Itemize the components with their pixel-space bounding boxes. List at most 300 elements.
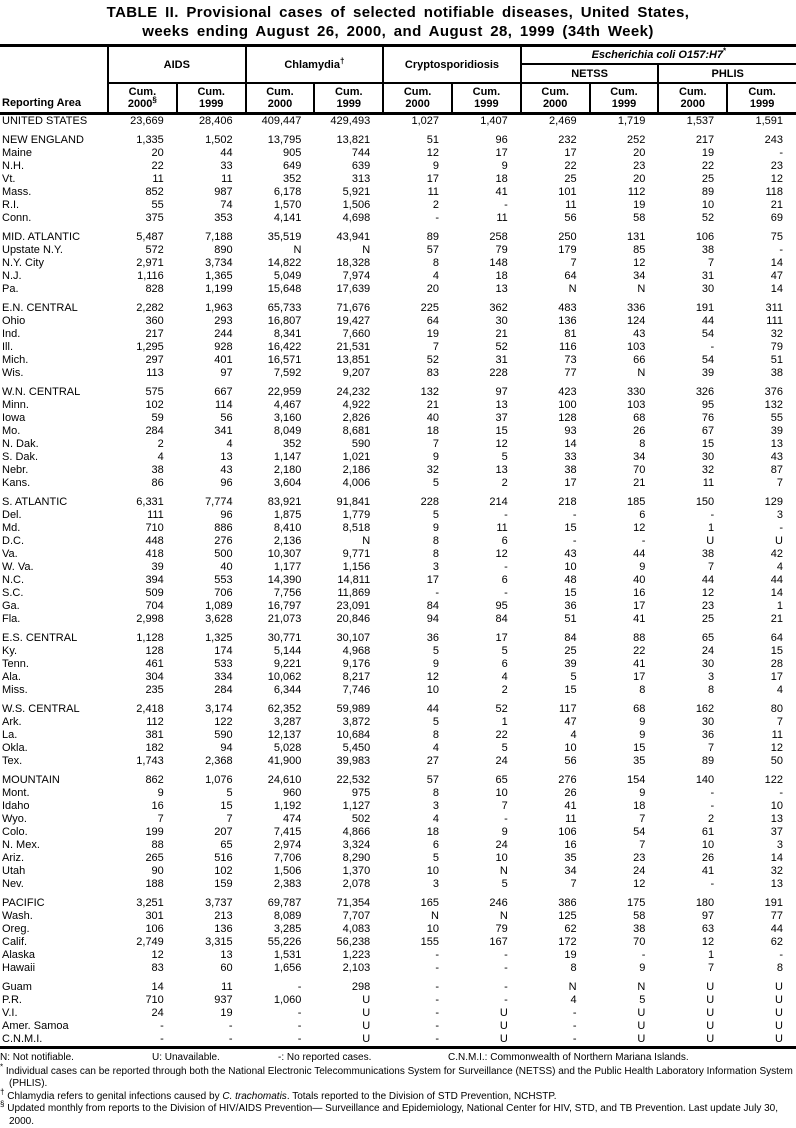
value-cell: 43 <box>177 464 246 477</box>
value-cell: 52 <box>452 341 521 354</box>
value-cell: 93 <box>521 425 590 438</box>
value-cell: 11 <box>177 173 246 186</box>
value-cell: 180 <box>658 891 727 910</box>
reporting-area-cell: Amer. Samoa <box>0 1020 108 1033</box>
value-cell: 502 <box>314 813 383 826</box>
value-cell: 65,733 <box>246 296 315 315</box>
value-cell: 60 <box>177 962 246 975</box>
value-cell: 125 <box>521 910 590 923</box>
value-cell: 7 <box>177 813 246 826</box>
value-cell: 80 <box>727 697 796 716</box>
value-cell: 243 <box>727 128 796 147</box>
value-cell: 2,749 <box>108 936 177 949</box>
value-cell: 102 <box>177 865 246 878</box>
netss-label: NETSS <box>571 68 608 80</box>
value-cell: 4,698 <box>314 212 383 225</box>
table-row <box>0 962 796 975</box>
reporting-area-cell: Wis. <box>0 367 108 380</box>
value-cell: 35,519 <box>246 225 315 244</box>
value-cell: 19 <box>658 147 727 160</box>
value-cell: 1 <box>452 716 521 729</box>
value-cell: 112 <box>108 716 177 729</box>
value-cell: 28 <box>727 658 796 671</box>
value-cell: 4 <box>177 438 246 451</box>
value-cell: 13 <box>177 451 246 464</box>
value-cell: 12 <box>590 522 659 535</box>
value-cell: 353 <box>177 212 246 225</box>
value-cell: U <box>452 1020 521 1033</box>
value-cell: 56 <box>521 212 590 225</box>
table-row <box>0 658 796 671</box>
value-cell: 6 <box>452 574 521 587</box>
value-cell: 553 <box>177 574 246 587</box>
value-cell: 132 <box>727 399 796 412</box>
value-cell: 298 <box>314 975 383 994</box>
value-cell: 1,147 <box>246 451 315 464</box>
value-cell: 1,027 <box>383 114 452 129</box>
value-cell: 18 <box>383 826 452 839</box>
value-cell: 55 <box>727 412 796 425</box>
reporting-area-cell: Nev. <box>0 878 108 891</box>
value-cell: - <box>521 509 590 522</box>
value-cell: 7 <box>521 878 590 891</box>
value-cell: 13 <box>727 878 796 891</box>
value-cell: 572 <box>108 244 177 257</box>
value-cell: 8 <box>383 257 452 270</box>
value-cell: 25 <box>521 645 590 658</box>
reporting-area-cell: Ariz. <box>0 852 108 865</box>
value-cell: 304 <box>108 671 177 684</box>
reporting-area-cell: Wash. <box>0 910 108 923</box>
value-cell: - <box>727 949 796 962</box>
table-row <box>0 257 796 270</box>
value-cell: 17 <box>590 600 659 613</box>
value-cell: 3 <box>383 878 452 891</box>
aids-group-header <box>108 46 246 84</box>
value-cell: 1 <box>658 522 727 535</box>
value-cell: 9 <box>590 787 659 800</box>
value-cell: 376 <box>727 380 796 399</box>
value-cell: - <box>658 787 727 800</box>
value-cell: 744 <box>314 147 383 160</box>
value-cell: 94 <box>177 742 246 755</box>
value-cell: 1,502 <box>177 128 246 147</box>
value-cell: 252 <box>590 128 659 147</box>
value-cell: 2,078 <box>314 878 383 891</box>
value-cell: 10,307 <box>246 548 315 561</box>
value-cell: 461 <box>108 658 177 671</box>
table-row <box>0 768 796 787</box>
reporting-area-cell: Calif. <box>0 936 108 949</box>
value-cell: 6,344 <box>246 684 315 697</box>
value-cell: U <box>658 535 727 548</box>
value-cell: 13 <box>177 949 246 962</box>
value-cell: 886 <box>177 522 246 535</box>
value-cell: N <box>590 283 659 296</box>
value-cell: 31 <box>452 354 521 367</box>
value-cell: 26 <box>521 787 590 800</box>
table-row <box>0 186 796 199</box>
value-cell: - <box>590 535 659 548</box>
value-cell: 6 <box>383 839 452 852</box>
value-cell: 27 <box>383 755 452 768</box>
value-cell: 132 <box>383 380 452 399</box>
value-cell: 7,707 <box>314 910 383 923</box>
value-cell: 2,368 <box>177 755 246 768</box>
value-cell: 10 <box>658 199 727 212</box>
value-cell: 284 <box>177 684 246 697</box>
table-row <box>0 923 796 936</box>
value-cell: 710 <box>108 522 177 535</box>
value-cell: 13 <box>452 464 521 477</box>
reporting-area-cell: S. ATLANTIC <box>0 490 108 509</box>
value-cell: 17 <box>521 477 590 490</box>
value-cell: 5 <box>452 645 521 658</box>
reporting-area-cell: Guam <box>0 975 108 994</box>
reporting-area-cell: Tenn. <box>0 658 108 671</box>
value-cell: 474 <box>246 813 315 826</box>
value-cell: 19 <box>177 1007 246 1020</box>
value-cell: N <box>314 244 383 257</box>
ecoli-label: Escherichia coli O157:H7 <box>592 49 723 61</box>
value-cell: 284 <box>108 425 177 438</box>
value-cell: 3,737 <box>177 891 246 910</box>
value-cell: 174 <box>177 645 246 658</box>
value-cell: - <box>246 1033 315 1048</box>
value-cell: 73 <box>521 354 590 367</box>
value-cell: 42 <box>727 548 796 561</box>
value-cell: 10,062 <box>246 671 315 684</box>
value-cell: 113 <box>108 367 177 380</box>
value-cell: 228 <box>383 490 452 509</box>
value-cell: 7 <box>590 839 659 852</box>
value-cell: 2 <box>108 438 177 451</box>
table-row <box>0 160 796 173</box>
value-cell: 19,427 <box>314 315 383 328</box>
value-cell: 41,900 <box>246 755 315 768</box>
value-cell: 8,681 <box>314 425 383 438</box>
value-cell: 199 <box>108 826 177 839</box>
value-cell: 68 <box>590 697 659 716</box>
table-row <box>0 509 796 522</box>
value-cell: 5 <box>452 451 521 464</box>
value-cell: 5 <box>383 716 452 729</box>
value-cell: 18,328 <box>314 257 383 270</box>
value-cell: 41 <box>590 658 659 671</box>
value-cell: 24,610 <box>246 768 315 787</box>
value-cell: - <box>727 147 796 160</box>
value-cell: 2 <box>658 813 727 826</box>
value-cell: 12 <box>658 936 727 949</box>
value-cell: 97 <box>452 380 521 399</box>
value-cell: 38 <box>727 367 796 380</box>
value-cell: 7,746 <box>314 684 383 697</box>
value-cell: 23 <box>658 600 727 613</box>
value-cell: 2,971 <box>108 257 177 270</box>
value-cell: - <box>383 975 452 994</box>
value-cell: 66 <box>590 354 659 367</box>
value-cell: 40 <box>177 561 246 574</box>
value-cell: 375 <box>108 212 177 225</box>
table-row <box>0 755 796 768</box>
value-cell: U <box>727 1033 796 1048</box>
value-cell: 386 <box>521 891 590 910</box>
value-cell: 150 <box>658 490 727 509</box>
reporting-area-cell: Ind. <box>0 328 108 341</box>
reporting-area-cell: Va. <box>0 548 108 561</box>
value-cell: 185 <box>590 490 659 509</box>
value-cell: 5 <box>452 742 521 755</box>
table-row <box>0 949 796 962</box>
value-cell: 7 <box>521 257 590 270</box>
ecoli-group-header <box>521 46 796 65</box>
table-row <box>0 600 796 613</box>
table-row <box>0 425 796 438</box>
value-cell: 4 <box>383 270 452 283</box>
table-row <box>0 451 796 464</box>
reporting-area-cell: MOUNTAIN <box>0 768 108 787</box>
title-line-1: TABLE II. Provisional cases of selected notifiable diseases, United States, <box>0 3 796 22</box>
value-cell: N <box>246 244 315 257</box>
value-cell: 710 <box>108 994 177 1007</box>
value-cell: 1,089 <box>177 600 246 613</box>
value-cell: 18 <box>452 270 521 283</box>
value-cell: 2,282 <box>108 296 177 315</box>
value-cell: 21,531 <box>314 341 383 354</box>
value-cell: 34 <box>590 270 659 283</box>
value-cell: 14,822 <box>246 257 315 270</box>
value-cell: 71,676 <box>314 296 383 315</box>
value-cell: 47 <box>727 270 796 283</box>
cum-year-header: Cum. 2000 <box>383 83 452 114</box>
value-cell: 19 <box>590 199 659 212</box>
value-cell: 74 <box>177 199 246 212</box>
value-cell: 3 <box>727 839 796 852</box>
value-cell: 96 <box>177 509 246 522</box>
value-cell: 706 <box>177 587 246 600</box>
value-cell: 6,178 <box>246 186 315 199</box>
value-cell: U <box>658 1007 727 1020</box>
value-cell: 11 <box>452 212 521 225</box>
value-cell: 19 <box>383 328 452 341</box>
value-cell: 124 <box>590 315 659 328</box>
value-cell: N <box>590 367 659 380</box>
value-cell: 7,774 <box>177 490 246 509</box>
value-cell: U <box>727 535 796 548</box>
reporting-area-cell: N. Dak. <box>0 438 108 451</box>
value-cell: 30 <box>452 315 521 328</box>
value-cell: 12 <box>727 742 796 755</box>
value-cell: 1,021 <box>314 451 383 464</box>
value-cell: 51 <box>383 128 452 147</box>
legend-item: C.N.M.I.: Commonwealth of Northern Mariana Islands. <box>448 1052 689 1065</box>
value-cell: 14 <box>521 438 590 451</box>
value-cell: 24 <box>452 839 521 852</box>
value-cell: 33 <box>177 160 246 173</box>
value-cell: 94 <box>383 613 452 626</box>
value-cell: 14,390 <box>246 574 315 587</box>
value-cell: 101 <box>521 186 590 199</box>
value-cell: 1,295 <box>108 341 177 354</box>
value-cell: N <box>452 910 521 923</box>
value-cell: 590 <box>177 729 246 742</box>
value-cell: 148 <box>452 257 521 270</box>
value-cell: 409,447 <box>246 114 315 129</box>
table-row <box>0 114 796 129</box>
value-cell: 68 <box>590 412 659 425</box>
value-cell: 423 <box>521 380 590 399</box>
value-cell: 9,176 <box>314 658 383 671</box>
value-cell: 64 <box>383 315 452 328</box>
value-cell: 16,571 <box>246 354 315 367</box>
value-cell: 17 <box>452 147 521 160</box>
value-cell: 38 <box>590 923 659 936</box>
value-cell: 15 <box>521 522 590 535</box>
reporting-area-cell: Kans. <box>0 477 108 490</box>
value-cell: 30,771 <box>246 626 315 645</box>
value-cell: 162 <box>658 697 727 716</box>
value-cell: 6 <box>452 535 521 548</box>
value-cell: 293 <box>177 315 246 328</box>
value-cell: 1,537 <box>658 114 727 129</box>
value-cell: 175 <box>590 891 659 910</box>
value-cell: 9 <box>452 826 521 839</box>
value-cell: 2 <box>452 684 521 697</box>
value-cell: 154 <box>590 768 659 787</box>
aids-label: AIDS <box>164 59 190 71</box>
value-cell: 6,331 <box>108 490 177 509</box>
value-cell: 41 <box>658 865 727 878</box>
value-cell: - <box>521 1007 590 1020</box>
value-cell: 34 <box>521 865 590 878</box>
value-cell: N <box>521 283 590 296</box>
value-cell: 114 <box>177 399 246 412</box>
reporting-area-cell: D.C. <box>0 535 108 548</box>
reporting-area-cell: S.C. <box>0 587 108 600</box>
value-cell: 39 <box>727 425 796 438</box>
table-row <box>0 173 796 186</box>
reporting-area-cell: Colo. <box>0 826 108 839</box>
reporting-area-cell: Wyo. <box>0 813 108 826</box>
value-cell: U <box>590 1020 659 1033</box>
value-cell: 83,921 <box>246 490 315 509</box>
table-row <box>0 878 796 891</box>
value-cell: 9 <box>590 962 659 975</box>
value-cell: U <box>314 1020 383 1033</box>
value-cell: 86 <box>108 477 177 490</box>
value-cell: 17 <box>383 574 452 587</box>
legend-row <box>0 1051 796 1066</box>
value-cell: 182 <box>108 742 177 755</box>
value-cell: 25 <box>658 173 727 186</box>
table-row <box>0 574 796 587</box>
value-cell: 84 <box>521 626 590 645</box>
table-row <box>0 645 796 658</box>
table-row <box>0 367 796 380</box>
value-cell: 7,974 <box>314 270 383 283</box>
value-cell: 62 <box>727 936 796 949</box>
value-cell: 30 <box>658 658 727 671</box>
value-cell: 8 <box>590 684 659 697</box>
value-cell: 129 <box>727 490 796 509</box>
value-cell: 862 <box>108 768 177 787</box>
value-cell: 55,226 <box>246 936 315 949</box>
value-cell: 5,144 <box>246 645 315 658</box>
value-cell: 17 <box>727 671 796 684</box>
value-cell: 17,639 <box>314 283 383 296</box>
value-cell: 667 <box>177 380 246 399</box>
value-cell: 429,493 <box>314 114 383 129</box>
value-cell: 7 <box>658 742 727 755</box>
value-cell: 22 <box>658 160 727 173</box>
value-cell: 21 <box>452 328 521 341</box>
value-cell: 4,922 <box>314 399 383 412</box>
value-cell: 122 <box>177 716 246 729</box>
value-cell: 5 <box>177 787 246 800</box>
value-cell: 89 <box>383 225 452 244</box>
table-row <box>0 684 796 697</box>
value-cell: U <box>658 994 727 1007</box>
value-cell: - <box>452 949 521 962</box>
value-cell: 3 <box>727 509 796 522</box>
table-row <box>0 852 796 865</box>
value-cell: 23,669 <box>108 114 177 129</box>
value-cell: - <box>452 975 521 994</box>
value-cell: 362 <box>452 296 521 315</box>
value-cell: 258 <box>452 225 521 244</box>
value-cell: U <box>452 1033 521 1048</box>
value-cell: 15,648 <box>246 283 315 296</box>
value-cell: 12 <box>452 438 521 451</box>
value-cell: 3 <box>383 561 452 574</box>
value-cell: 2,383 <box>246 878 315 891</box>
value-cell: 89 <box>658 755 727 768</box>
value-cell: 70 <box>590 464 659 477</box>
value-cell: 7,415 <box>246 826 315 839</box>
value-cell: 5 <box>383 477 452 490</box>
value-cell: 41 <box>590 613 659 626</box>
ecoli-footnote-marker: * <box>723 46 726 55</box>
value-cell: 7 <box>452 800 521 813</box>
value-cell: 7,592 <box>246 367 315 380</box>
value-cell: 9 <box>108 787 177 800</box>
value-cell: 8 <box>383 787 452 800</box>
reporting-area-cell: Md. <box>0 522 108 535</box>
table-row <box>0 826 796 839</box>
reporting-area-cell: Ala. <box>0 671 108 684</box>
table-title <box>0 0 796 41</box>
value-cell: 39,983 <box>314 755 383 768</box>
value-cell: - <box>452 994 521 1007</box>
footnote-marker: § <box>0 1100 4 1109</box>
value-cell: 13 <box>452 399 521 412</box>
value-cell: 1,407 <box>452 114 521 129</box>
value-cell: 106 <box>521 826 590 839</box>
value-cell: 3,287 <box>246 716 315 729</box>
table-row <box>0 477 796 490</box>
value-cell: 7 <box>658 962 727 975</box>
value-cell: 111 <box>108 509 177 522</box>
value-cell: 23,091 <box>314 600 383 613</box>
value-cell: 1,591 <box>727 114 796 129</box>
value-cell: 336 <box>590 296 659 315</box>
value-cell: 24 <box>108 1007 177 1020</box>
value-cell: 14,811 <box>314 574 383 587</box>
value-cell: 2,469 <box>521 114 590 129</box>
value-cell: 112 <box>590 186 659 199</box>
value-cell: 418 <box>108 548 177 561</box>
value-cell: 2,180 <box>246 464 315 477</box>
